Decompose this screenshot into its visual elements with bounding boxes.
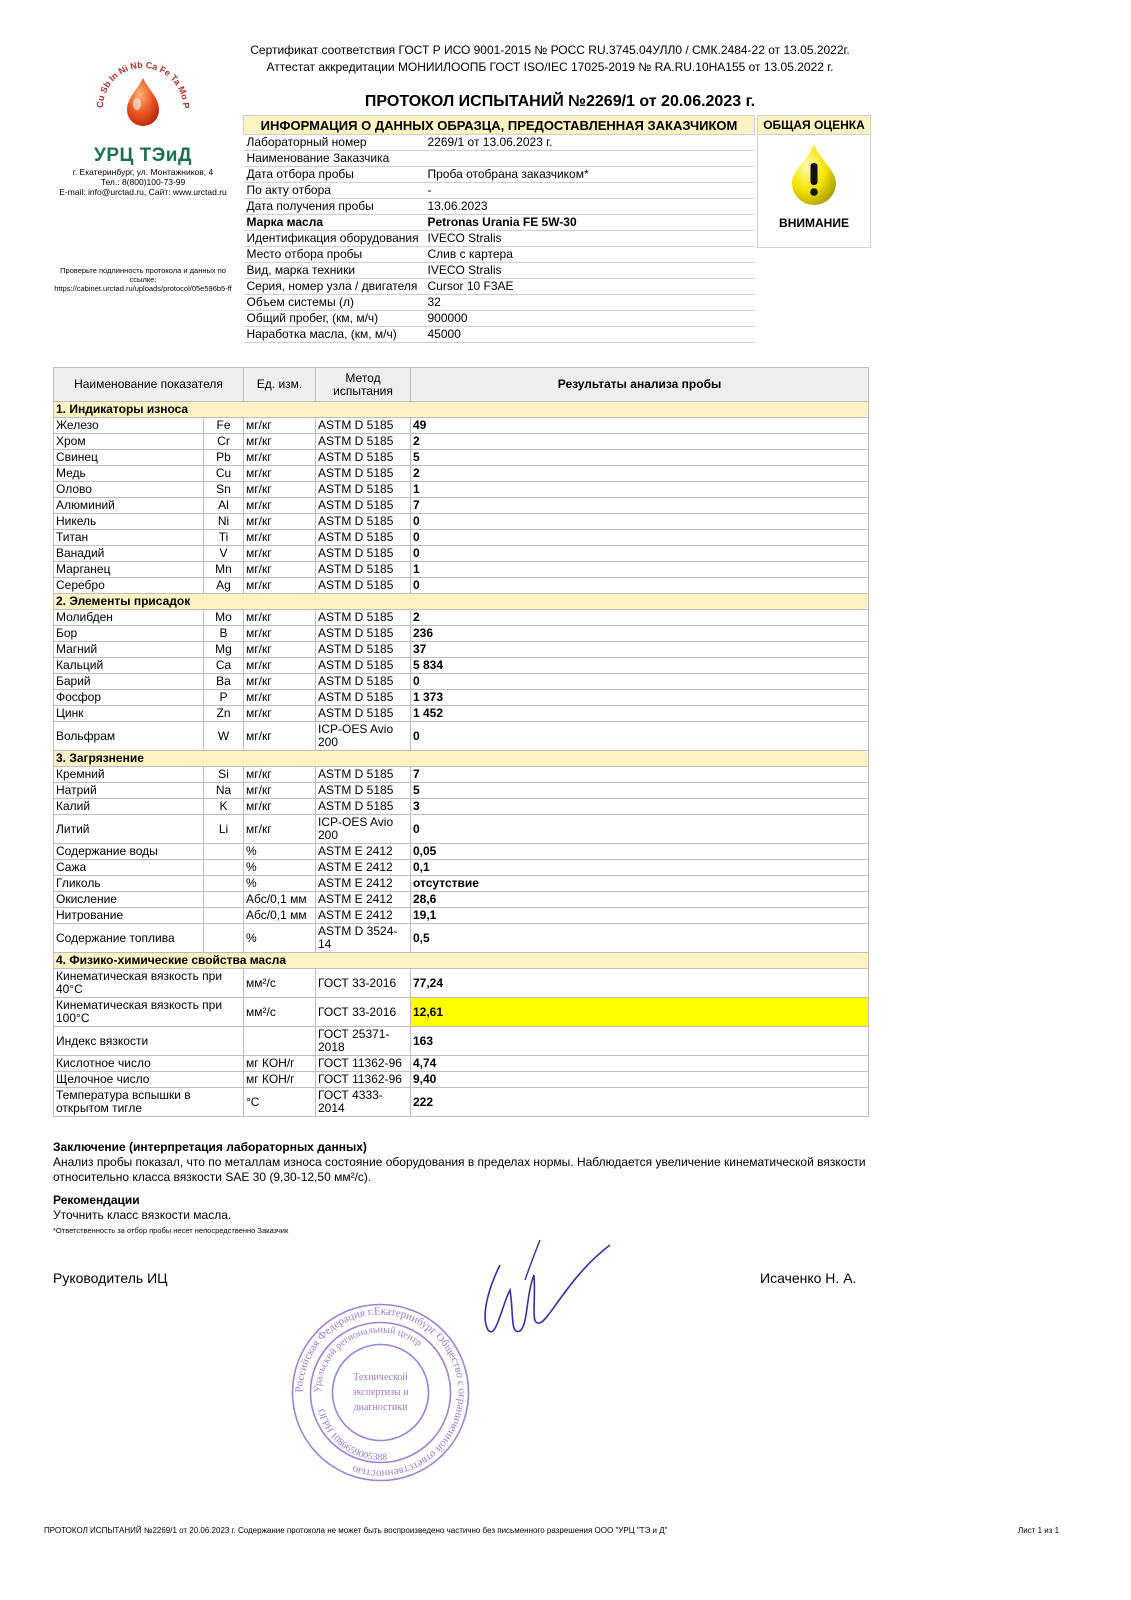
overall-status: ВНИМАНИЕ <box>779 216 849 230</box>
table-row <box>54 498 869 514</box>
element-symbol: Na <box>204 783 244 799</box>
result-value: 12,61 <box>411 998 869 1027</box>
parameter-name: Вольфрам <box>54 722 204 751</box>
table-row <box>54 626 869 642</box>
element-symbol <box>204 860 244 876</box>
page-counter: Лист 1 из 1 <box>1018 1526 1060 1535</box>
parameter-name: Титан <box>54 530 204 546</box>
parameter-name: Гликоль <box>54 876 204 892</box>
section-title: 2. Элементы присадок <box>54 594 869 610</box>
handwritten-signature <box>470 1235 620 1345</box>
section-row <box>54 594 869 610</box>
result-value: 4,74 <box>411 1056 869 1072</box>
result-value: 28,6 <box>411 892 869 908</box>
unit: мм²/с <box>244 998 316 1027</box>
unit: мг/кг <box>244 706 316 722</box>
info-label: Лабораторный номер <box>244 135 425 151</box>
parameter-name: Фосфор <box>54 690 204 706</box>
unit: мг/кг <box>244 783 316 799</box>
result-value: 5 <box>411 783 869 799</box>
method: ASTM D 5185 <box>316 783 411 799</box>
unit: мг/кг <box>244 610 316 626</box>
table-row <box>54 466 869 482</box>
table-row <box>54 969 869 998</box>
overall-header: ОБЩАЯ ОЦЕНКА <box>758 116 870 135</box>
result-value: 7 <box>411 767 869 783</box>
table-row <box>54 876 869 892</box>
element-symbol: Cu <box>204 466 244 482</box>
results-table <box>53 367 869 1117</box>
unit: % <box>244 860 316 876</box>
table-row <box>54 546 869 562</box>
parameter-name: Барий <box>54 674 204 690</box>
element-symbol: Ti <box>204 530 244 546</box>
info-label: Дата отбора пробы <box>244 167 425 183</box>
section-row <box>54 751 869 767</box>
element-symbol: Cr <box>204 434 244 450</box>
parameter-name: Натрий <box>54 783 204 799</box>
stamp-center-1: Технической <box>353 1372 408 1383</box>
element-symbol: K <box>204 799 244 815</box>
info-value: 13.06.2023 <box>425 199 755 215</box>
warning-drop-icon <box>786 143 842 205</box>
element-symbol: V <box>204 546 244 562</box>
element-symbol: Li <box>204 815 244 844</box>
method: ASTM D 5185 <box>316 546 411 562</box>
parameter-name: Молибден <box>54 610 204 626</box>
unit: % <box>244 876 316 892</box>
info-value: Petronas Urania FE 5W-30 <box>425 215 755 231</box>
conclusion-heading: Заключение (интерпретация лабораторных данных) <box>53 1140 367 1154</box>
table-row <box>54 924 869 953</box>
parameter-name: Калий <box>54 799 204 815</box>
info-label: Идентификация оборудования <box>244 231 425 247</box>
parameter-name: Медь <box>54 466 204 482</box>
method: ASTM E 2412 <box>316 844 411 860</box>
element-symbol: B <box>204 626 244 642</box>
result-value: 49 <box>411 418 869 434</box>
parameter-name: Кинематическая вязкость при 100°С <box>54 998 244 1027</box>
method: ASTM D 5185 <box>316 450 411 466</box>
parameter-name: Нитрование <box>54 908 204 924</box>
result-value: отсутствие <box>411 876 869 892</box>
table-row <box>54 706 869 722</box>
method: ГОСТ 11362-96 <box>316 1072 411 1088</box>
method: ICP-OES Avio 200 <box>316 722 411 751</box>
footer-disclaimer: ПРОТОКОЛ ИСПЫТАНИЙ №2269/1 от 20.06.2023 г. Содержание протокола не может быть воспроизведено частично без письменного разрешения ООО "УРЦ "ТЭ и Д" <box>44 1526 668 1535</box>
table-row <box>54 844 869 860</box>
stamp-outer-text: Российская Федерация г.Екатеринбург Общество с ограниченной ответственностью <box>293 1305 468 1480</box>
unit: мг/кг <box>244 434 316 450</box>
method: ASTM D 5185 <box>316 706 411 722</box>
method: ASTM D 5185 <box>316 610 411 626</box>
section-title: 1. Индикаторы износа <box>54 402 869 418</box>
info-value <box>425 151 755 167</box>
method: ASTM D 5185 <box>316 434 411 450</box>
element-symbol <box>204 924 244 953</box>
responsibility-note: *Ответственность за отбор пробы несет непосредственно Заказчик <box>53 1226 289 1235</box>
result-value: 5 834 <box>411 658 869 674</box>
parameter-name: Серебро <box>54 578 204 594</box>
method: ASTM D 5185 <box>316 418 411 434</box>
logo-phone: Тел.: 8(800)100-73-99 <box>100 177 186 187</box>
table-row <box>54 908 869 924</box>
unit: Абс/0,1 мм <box>244 892 316 908</box>
info-row <box>244 295 755 311</box>
info-row <box>244 199 755 215</box>
recommendations-text: Уточнить класс вязкости масла. <box>53 1208 232 1222</box>
method: ASTM D 5185 <box>316 466 411 482</box>
method: ICP-OES Avio 200 <box>316 815 411 844</box>
method: ASTM D 5185 <box>316 690 411 706</box>
unit: мг/кг <box>244 799 316 815</box>
table-row <box>54 815 869 844</box>
info-label: Объем системы (л) <box>244 295 425 311</box>
page-title: ПРОТОКОЛ ИСПЫТАНИЙ №2269/1 от 20.06.2023 г. <box>364 93 756 110</box>
unit: мг/кг <box>244 642 316 658</box>
col-name-header: Наименование показателя <box>54 368 244 402</box>
info-row <box>244 151 755 167</box>
table-row <box>54 674 869 690</box>
parameter-name: Кинематическая вязкость при 40°С <box>54 969 244 998</box>
table-row <box>54 482 869 498</box>
info-value: IVECO Stralis <box>425 231 755 247</box>
result-value: 0 <box>411 530 869 546</box>
unit: мм²/с <box>244 969 316 998</box>
table-row <box>54 998 869 1027</box>
company-stamp <box>288 1300 473 1485</box>
unit: Абс/0,1 мм <box>244 908 316 924</box>
company-logo <box>52 48 234 197</box>
unit: мг/кг <box>244 690 316 706</box>
logo-name: УРЦ ТЭиД <box>94 145 192 166</box>
table-row <box>54 1027 869 1056</box>
element-symbol: P <box>204 690 244 706</box>
parameter-name: Никель <box>54 514 204 530</box>
unit: мг/кг <box>244 530 316 546</box>
result-value: 1 373 <box>411 690 869 706</box>
table-row <box>54 722 869 751</box>
unit: мг/кг <box>244 450 316 466</box>
unit: мг/кг <box>244 562 316 578</box>
method: ASTM D 5185 <box>316 674 411 690</box>
element-symbol <box>204 844 244 860</box>
element-symbol: Zn <box>204 706 244 722</box>
parameter-name: Олово <box>54 482 204 498</box>
unit <box>244 1027 316 1056</box>
col-result-header: Результаты анализа пробы <box>411 368 869 402</box>
result-value: 0 <box>411 815 869 844</box>
parameter-name: Железо <box>54 418 204 434</box>
parameter-name: Кремний <box>54 767 204 783</box>
parameter-name: Литий <box>54 815 204 844</box>
col-unit-header: Ед. изм. <box>244 368 316 402</box>
info-label: По акту отбора <box>244 183 425 199</box>
method: ASTM D 5185 <box>316 514 411 530</box>
result-value: 77,24 <box>411 969 869 998</box>
unit: мг/кг <box>244 722 316 751</box>
result-value: 1 <box>411 482 869 498</box>
unit: % <box>244 844 316 860</box>
result-value: 0,1 <box>411 860 869 876</box>
parameter-name: Магний <box>54 642 204 658</box>
info-label: Общий пробег, (км, м/ч) <box>244 311 425 327</box>
result-value: 1 <box>411 562 869 578</box>
element-symbol: Fe <box>204 418 244 434</box>
overall-assessment <box>757 115 871 248</box>
info-value: Проба отобрана заказчиком* <box>425 167 755 183</box>
method: ASTM D 5185 <box>316 498 411 514</box>
element-symbol: Pb <box>204 450 244 466</box>
parameter-name: Марганец <box>54 562 204 578</box>
info-row <box>244 311 755 327</box>
table-row <box>54 610 869 626</box>
parameter-name: Сажа <box>54 860 204 876</box>
conclusion-block <box>53 1140 873 1238</box>
element-symbol: W <box>204 722 244 751</box>
result-value: 0 <box>411 514 869 530</box>
method: ГОСТ 11362-96 <box>316 1056 411 1072</box>
info-row <box>244 183 755 199</box>
table-row <box>54 530 869 546</box>
info-row <box>244 279 755 295</box>
stamp-inner-text: Уральский региональный центр <box>312 1324 424 1393</box>
parameter-name: Бор <box>54 626 204 642</box>
info-value: Cursor 10 F3AE <box>425 279 755 295</box>
info-row <box>244 327 755 343</box>
verify-url[interactable]: https://cabinet.urctad.ru/uploads/protocol/05e596b5-ff <box>54 284 232 293</box>
unit: мг/кг <box>244 482 316 498</box>
info-label: Наименование Заказчика <box>244 151 425 167</box>
section-row <box>54 402 869 418</box>
section-row <box>54 953 869 969</box>
method: ASTM D 5185 <box>316 578 411 594</box>
element-symbol: Mg <box>204 642 244 658</box>
result-value: 0 <box>411 578 869 594</box>
table-row <box>54 1072 869 1088</box>
signatory-title: Руководитель ИЦ <box>53 1270 168 1286</box>
unit: мг/кг <box>244 514 316 530</box>
result-value: 163 <box>411 1027 869 1056</box>
table-row <box>54 892 869 908</box>
signatory-name: Исаченко Н. А. <box>760 1270 857 1286</box>
unit: % <box>244 924 316 953</box>
table-row <box>54 767 869 783</box>
method: ASTM D 5185 <box>316 626 411 642</box>
element-symbol <box>204 892 244 908</box>
col-method-header: Метод испытания <box>316 368 411 402</box>
unit: мг/кг <box>244 767 316 783</box>
table-row <box>54 783 869 799</box>
table-row <box>54 578 869 594</box>
element-symbol: Mo <box>204 610 244 626</box>
method: ASTM D 5185 <box>316 767 411 783</box>
parameter-name: Кальций <box>54 658 204 674</box>
unit: мг/кг <box>244 466 316 482</box>
result-value: 7 <box>411 498 869 514</box>
info-label: Дата получения пробы <box>244 199 425 215</box>
unit: мг/кг <box>244 418 316 434</box>
result-value: 2 <box>411 466 869 482</box>
table-row <box>54 642 869 658</box>
element-symbol: Ba <box>204 674 244 690</box>
element-symbol: Ag <box>204 578 244 594</box>
table-row <box>54 434 869 450</box>
info-value: 2269/1 от 13.06.2023 г. <box>425 135 755 151</box>
info-value: IVECO Stralis <box>425 263 755 279</box>
method: ASTM D 5185 <box>316 799 411 815</box>
info-value: - <box>425 183 755 199</box>
result-value: 222 <box>411 1088 869 1117</box>
unit: мг КОН/г <box>244 1072 316 1088</box>
unit: °С <box>244 1088 316 1117</box>
parameter-name: Окисление <box>54 892 204 908</box>
unit: мг/кг <box>244 658 316 674</box>
method: ГОСТ 33-2016 <box>316 969 411 998</box>
method: ГОСТ 33-2016 <box>316 998 411 1027</box>
info-row <box>244 167 755 183</box>
section-title: 3. Загрязнение <box>54 751 869 767</box>
info-label: Вид, марка техники <box>244 263 425 279</box>
unit: мг/кг <box>244 815 316 844</box>
table-row <box>54 690 869 706</box>
method: ASTM E 2412 <box>316 860 411 876</box>
table-row <box>54 514 869 530</box>
info-label: Место отбора пробы <box>244 247 425 263</box>
info-value: 900000 <box>425 311 755 327</box>
stamp-center-3: диагностики <box>353 1402 408 1413</box>
certificate-line: Сертификат соответствия ГОСТ Р ИСО 9001-2015 № РОСС RU.3745.04УЛЛ0 / СМК.2484-22 от 13.05.2022г. <box>250 43 850 57</box>
result-value: 2 <box>411 434 869 450</box>
parameter-name: Содержание воды <box>54 844 204 860</box>
parameter-name: Хром <box>54 434 204 450</box>
info-row <box>244 215 755 231</box>
result-value: 0 <box>411 722 869 751</box>
unit: мг/кг <box>244 546 316 562</box>
parameter-name: Кислотное число <box>54 1056 244 1072</box>
result-value: 19,1 <box>411 908 869 924</box>
unit: мг КОН/г <box>244 1056 316 1072</box>
oil-drop-logo-icon <box>83 48 203 140</box>
parameter-name: Ванадий <box>54 546 204 562</box>
unit: мг/кг <box>244 498 316 514</box>
method: ASTM E 2412 <box>316 876 411 892</box>
verify-text: Проверьте подлинность протокола и данных по ссылке: <box>60 266 226 284</box>
table-row <box>54 799 869 815</box>
conclusion-text: Анализ пробы показал, что по металлам износа состояние оборудования в пределах нормы. Наблюдается увеличение кинематической вязкости относительно класса вязкости SAE 30 (9,30-12,50 мм²/с). <box>53 1155 866 1184</box>
element-symbol: Si <box>204 767 244 783</box>
info-row <box>244 231 755 247</box>
sample-info-table <box>243 115 755 343</box>
method: ASTM D 3524-14 <box>316 924 411 953</box>
result-value: 0 <box>411 674 869 690</box>
logo-address: г. Екатеринбург, ул. Монтажников, 4 <box>72 167 214 177</box>
parameter-name: Свинец <box>54 450 204 466</box>
info-row <box>244 263 755 279</box>
unit: мг/кг <box>244 626 316 642</box>
result-value: 3 <box>411 799 869 815</box>
parameter-name: Цинк <box>54 706 204 722</box>
unit: мг/кг <box>244 578 316 594</box>
section-title: 4. Физико-химические свойства масла <box>54 953 869 969</box>
element-symbol: Mn <box>204 562 244 578</box>
parameter-name: Индекс вязкости <box>54 1027 244 1056</box>
verify-block <box>52 266 234 293</box>
result-value: 2 <box>411 610 869 626</box>
accreditation-line: Аттестат аккредитации МОНИИЛООПБ ГОСТ ISO/IEC 17025-2019 № RA.RU.10НА155 от 13.05.2022 г. <box>266 60 834 74</box>
result-value: 0,5 <box>411 924 869 953</box>
table-row <box>54 562 869 578</box>
table-row <box>54 418 869 434</box>
method: ГОСТ 4333-2014 <box>316 1088 411 1117</box>
result-value: 37 <box>411 642 869 658</box>
logo-email: E-mail: info@urctad.ru, Сайт: www.urctad.ru <box>59 187 227 197</box>
parameter-name: Содержание топлива <box>54 924 204 953</box>
recommendations-heading: Рекомендации <box>53 1193 140 1207</box>
info-label: Серия, номер узла / двигателя <box>244 279 425 295</box>
result-value: 0,05 <box>411 844 869 860</box>
result-value: 236 <box>411 626 869 642</box>
table-row <box>54 450 869 466</box>
info-value: 32 <box>425 295 755 311</box>
method: ASTM E 2412 <box>316 892 411 908</box>
method: ASTM D 5185 <box>316 658 411 674</box>
element-symbol <box>204 908 244 924</box>
method: ГОСТ 25371-2018 <box>316 1027 411 1056</box>
stamp-ogrn: ОГРН 1086659005388 <box>315 1407 388 1464</box>
element-symbol: Ni <box>204 514 244 530</box>
info-label: Наработка масла, (км, м/ч) <box>244 327 425 343</box>
table-row <box>54 1088 869 1117</box>
logo-ring-text: Cu Sb In Ni Nb Ca Fe Ta Mo P <box>94 59 192 109</box>
info-value: 45000 <box>425 327 755 343</box>
element-symbol <box>204 876 244 892</box>
info-row <box>244 135 755 151</box>
info-label: Марка масла <box>244 215 425 231</box>
parameter-name: Щелочное число <box>54 1072 244 1088</box>
stamp-center-2: экспертизы и <box>352 1387 409 1398</box>
result-value: 5 <box>411 450 869 466</box>
parameter-name: Температура вспышки в открытом тигле <box>54 1088 244 1117</box>
method: ASTM E 2412 <box>316 908 411 924</box>
method: ASTM D 5185 <box>316 530 411 546</box>
unit: мг/кг <box>244 674 316 690</box>
element-symbol: Al <box>204 498 244 514</box>
parameter-name: Алюминий <box>54 498 204 514</box>
result-value: 1 452 <box>411 706 869 722</box>
info-row <box>244 247 755 263</box>
method: ASTM D 5185 <box>316 642 411 658</box>
table-row <box>54 658 869 674</box>
element-symbol: Ca <box>204 658 244 674</box>
info-header: ИНФОРМАЦИЯ О ДАННЫХ ОБРАЗЦА, ПРЕДОСТАВЛЕННАЯ ЗАКАЗЧИКОМ <box>244 116 755 135</box>
table-row <box>54 860 869 876</box>
result-value: 9,40 <box>411 1072 869 1088</box>
table-row <box>54 1056 869 1072</box>
result-value: 0 <box>411 546 869 562</box>
method: ASTM D 5185 <box>316 562 411 578</box>
method: ASTM D 5185 <box>316 482 411 498</box>
element-symbol: Sn <box>204 482 244 498</box>
info-value: Слив с картера <box>425 247 755 263</box>
